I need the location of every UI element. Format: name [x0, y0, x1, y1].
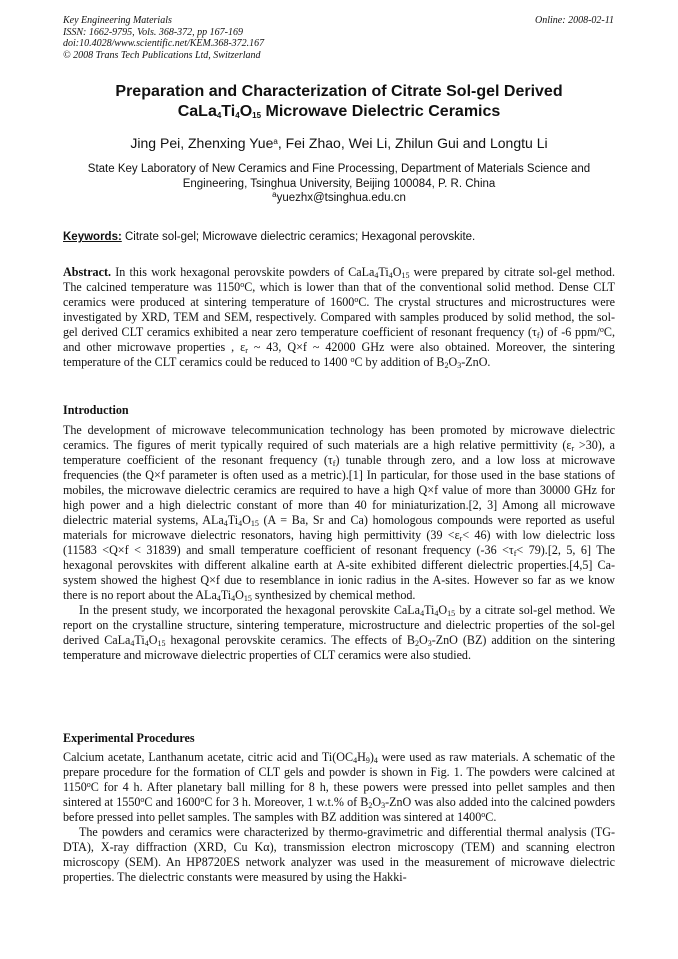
- journal-name: Key Engineering Materials: [63, 15, 172, 26]
- affiliation: State Key Laboratory of New Ceramics and Fine Processing, Department of Materials Science and Engineering, Tsinghua University, Beijing 100084, P. R. China: [87, 163, 591, 190]
- keywords-label: Keywords:: [63, 231, 122, 243]
- exp-paragraph-2: The powders and ceramics were characterized by thermo-gravimetric and differential thermal analysis (TG-DTA), X-ray diffraction (XRD, Cu Kα), transmission electron microscopy (TEM) and scanning electron microscopy (SEM). An HP8720ES network analyzer was used in the measurement of microwave dielectric properties. The dielectric constants were measured by using the Hakki-: [63, 825, 615, 884]
- online-date: Online: 2008-02-11: [535, 15, 614, 26]
- exp-paragraph-1: Calcium acetate, Lanthanum acetate, citric acid and $Ti(OC_4H_9)_4$ were used as raw materials. A schematic of the prepare procedure for the formation of CLT gels and powder is shown in Fig. 1. The powders were calcined at 1150$^o$C for 4 h. After planetary ball milling for 8 h, these powers were pressed into pellet samples and then sintered at 1550$^o$C and 1600$^o$C for 3 h. Moreover, 1 w.t.% of $B_2O_3$-ZnO was also added into the calcined powders before pressed into pellet samples. The samples with BZ addition was sintered at 1400$^o$C.: [63, 750, 616, 824]
- section-heading-introduction: Introduction: [63, 403, 129, 417]
- keywords: Keywords: Citrate sol-gel; Microwave dielectric ceramics; Hexagonal perovskite.: [63, 231, 476, 243]
- journal-header: [63, 15, 264, 61]
- abstract-label: Abstract.: [63, 265, 112, 279]
- intro-paragraph-2: In the present study, we incorporated the hexagonal perovskite $CaLa_4Ti_4O_{15}$ by a citrate sol-gel method. We report on the crystalline structure, sintering temperature, microstructure and dielectric properties of the sol-gel derived $CaLa_4Ti_4O_{15}$ hexagonal perovskite ceramics. The effects of $B_2O_3$-ZnO (BZ) addition on the sintering temperature and microwave dielectric properties of CLT ceramics were also studied.: [63, 603, 616, 662]
- title-line-1: Preparation and Characterization of Citrate Sol-gel Derived: [115, 83, 563, 100]
- paper-title: [40, 82, 638, 122]
- introduction-body: [63, 423, 615, 663]
- corresponding-email: $^a$yuezhx@tsinghua.edu.cn: [272, 190, 406, 204]
- section-heading-experimental: Experimental Procedures: [63, 731, 195, 745]
- experimental-body: [63, 750, 615, 885]
- doi-line: doi:10.4028/www.scientific.net/KEM.368-372.167: [63, 38, 265, 49]
- title-line-2: $CaLa_4Ti_4O_{15}$ Microwave Dielectric Ceramics: [177, 103, 501, 120]
- abstract: Abstract. In this work hexagonal perovskite powders of $CaLa_4Ti_4O_{15}$ were prepared by citrate sol-gel method. The calcined temperature was 1150$^o$C, which is lower than that of the conventional solid method. Dense CLT ceramics were produced at sintering temperature of 1600$^o$C. The crystal structures and microstructures were investigated by XRD, TEM and SEM, respectively. Compared with samples produced by solid method, the sol-gel derived CLT ceramics exhibited a near zero temperature coefficient of resonant frequency $(\tau_f)$ of -6 ppm/$^o$C, and other microwave properties , $\varepsilon_r$ ~ 43, Q×f ~ 42000 GHz were also obtained. Moreover, the sintering temperature of the CLT ceramics could be reduced to 1400 $^o$C by addition of $B_2O_3$-ZnO.: [63, 265, 615, 370]
- author-list: Jing Pei, Zhenxing Yue$^a$, Fei Zhao, Wei Li, Zhilun Gui and Longtu Li: [130, 135, 548, 151]
- issn-line: ISSN: 1662-9795, Vols. 368-372, pp 167-169: [63, 26, 243, 38]
- copyright-line: © 2008 Trans Tech Publications Ltd, Switzerland: [63, 49, 261, 61]
- intro-paragraph-1: The development of microwave telecommunication technology has been promoted by microwave dielectric ceramics. The figures of merit typically required of such materials are a high relative permittivity $(\varepsilon_r >30)$, a temperature coefficient of the resonant frequency $(\tau_f)$ tunable through zero, and a low loss at microwave frequencies (the Q×f parameter is often used as a metric).[1] In particular, for those used in the base stations of mobiles, the microwave dielectric ceramics are required to have a high Q×f value of more than 30000 GHz for high power and a high dielectric constant of more than 40 for miniaturization.[2, 3] Among all microwave dielectric material systems, $ALa_4Ti_4O_{15}$ (A = Ba, Sr and Ca) homologous compounds were reported as useful materials for microwave dielectric resonators, having high permittivity $(39 <\varepsilon_r< 46)$ with low dielectric loss (11583 <Q×f < 31839) and small temperature coefficient of resonant frequency $(-36 <\tau_f< 79).[2$, 5, 6] The hexagonal perovskites with different alkaline earth at A-site exhibited different dielectric properties.[4,5] Ca-system showed the highest Q×f due to resemblance in ionic radius in the A-sites. However so far as we know there is no report about the $ALa_4Ti_4O_{15}$ synthesized by chemical method.: [63, 423, 615, 603]
